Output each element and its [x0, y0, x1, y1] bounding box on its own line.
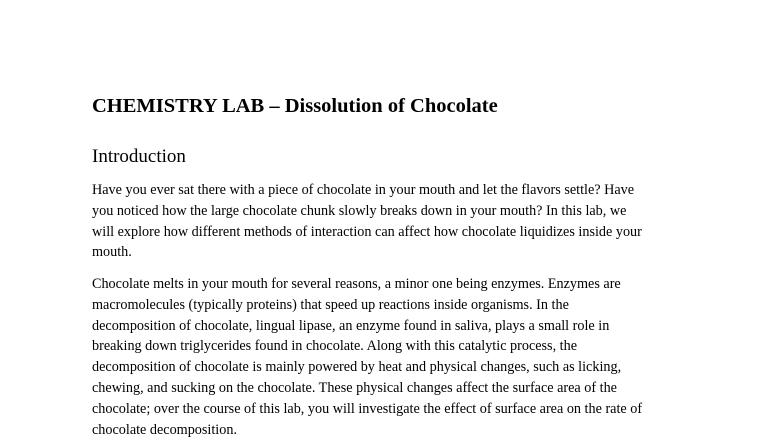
paragraph-line: will explore how different methods of interaction can affect how chocolate liquidizes inside your [92, 223, 642, 240]
paragraph-line: chewing, and sucking on the chocolate. These physical changes affect the surface area of the [92, 379, 617, 396]
paragraph-line: breaking down triglycerides found in chocolate. Along with this catalytic process, the [92, 338, 578, 355]
paragraph-enzymes [92, 274, 702, 440]
paragraph-line: macromolecules (typically proteins) that speed up reactions inside organisms. In the [92, 296, 569, 313]
paragraph-line: mouth. [92, 244, 132, 261]
paragraph-line: chocolate decomposition. [92, 421, 237, 438]
document-title: CHEMISTRY LAB – Dissolution of Chocolate [92, 95, 498, 117]
paragraph-line: decomposition of chocolate, lingual lipase, an enzyme found in saliva, plays a small role in [92, 317, 610, 334]
paragraph-line: chocolate; over the course of this lab, you will investigate the effect of surface area on the rate of [92, 400, 643, 417]
section-heading-introduction: Introduction [92, 146, 186, 167]
paragraph-line: you noticed how the large chocolate chunk slowly breaks down in your mouth? In this lab, we [92, 202, 627, 219]
paragraph-intro [92, 180, 702, 263]
paragraph-line: Chocolate melts in your mouth for several reasons, a minor one being enzymes. Enzymes are [92, 276, 621, 292]
paragraph-line: decomposition of chocolate is mainly powered by heat and physical changes, such as licking, [92, 359, 622, 376]
paragraph-line: Have you ever sat there with a piece of chocolate in your mouth and let the flavors settle? Have [92, 182, 635, 198]
